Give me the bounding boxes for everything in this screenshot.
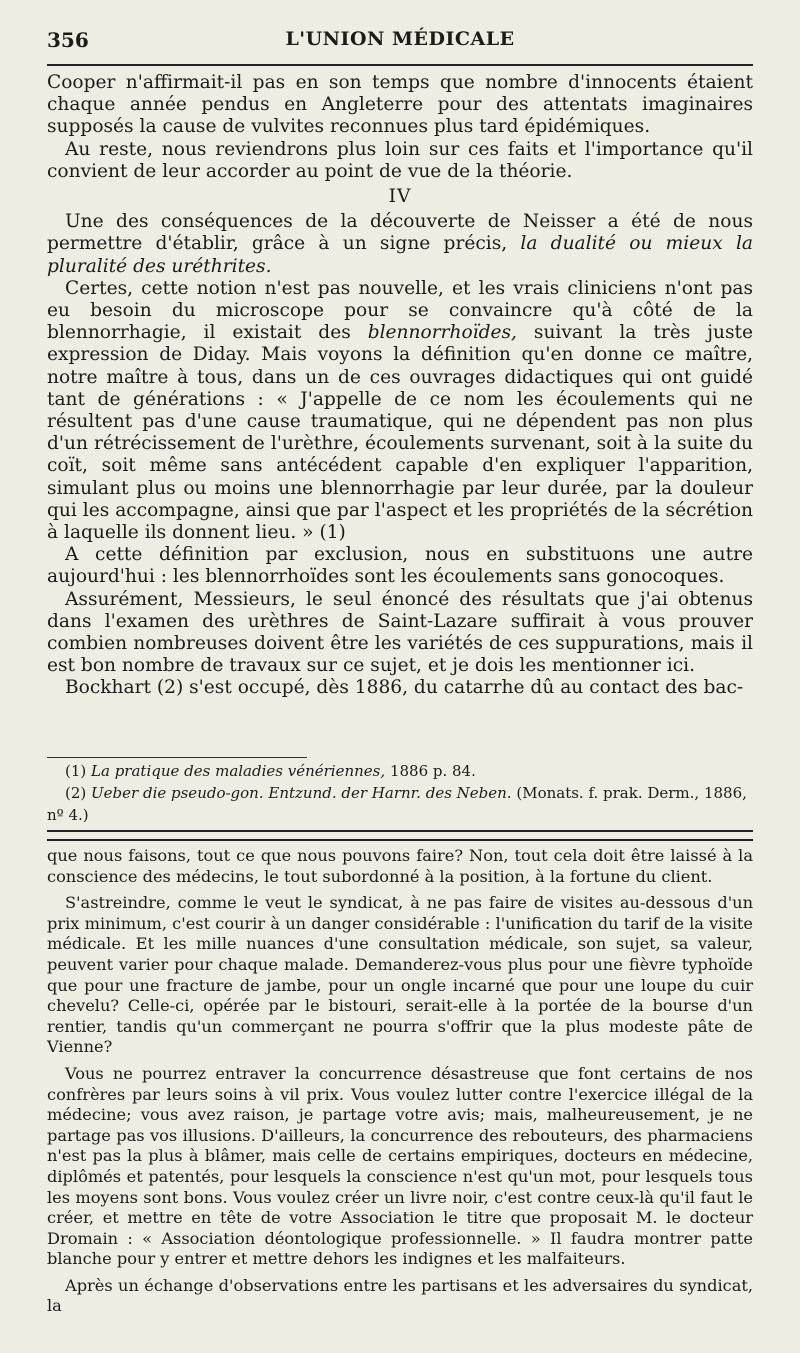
paragraph: Cooper n'affirmait-il pas en son temps que nombre d'innocents étaient chaque année pendus en Angleterre pour des attentats imaginaires supposés la cause de vulvites reconnues plus tard épidémiques. [47, 72, 753, 138]
footnote-title: La pratique des maladies vénériennes, [91, 762, 386, 780]
paragraph [47, 278, 753, 544]
paragraph: Au reste, nous reviendrons plus loin sur ces faits et l'importance qu'il convient de leur accorder au point de vue de la théorie. [47, 138, 753, 182]
paragraph: Vous ne pourrez entraver la concurrence désastreuse que font certains de nos confrères par leurs soins à vil prix. Vous voulez lutter contre l'exercice illégal de la médecine; vous avez raison, je partage votre avis; mais, malheureusement, je ne partage pas vos illusions. D'ailleurs, la concurrence des rebouteurs, des pharmaciens n'est pas la plus à blâmer, mais celle de certains empiriques, docteurs en médecine, diplômés et patentés, pour lesquels la conscience n'est qu'un mot, pour lesquels tous les moyens sont bons. Vous voulez créer un livre noir, c'est contre ceux-là qu'il faut le créer, et mettre en tête de votre Association le titre que proposait M. le docteur Dromain : « Association déontologique professionnelle. » Il faudra montrer patte blanche pour y entrer et mettre dehors les indignes et les malfaiteurs. [47, 1063, 753, 1269]
footnote-mark: (2) [65, 784, 87, 802]
paragraph: que nous faisons, tout ce que nous pouvons faire? Non, tout cela doit être laissé à la conscience des médecins, le tout subordonné à la position, à la fortune du client. [47, 846, 753, 886]
footnote-2 [47, 782, 753, 826]
footnote-mark: (1) [65, 762, 87, 780]
page-header [47, 28, 753, 58]
paragraph-text: suivant la très juste expression de Diday. Mais voyons la définition qu'en donne ce maître, notre maître à tous, dans un de ces ouvrages didactiques qui ont guidé tant de générations : « J'appelle de ce nom les écoulements qui ne résultent pas d'une cause traumatique, qui ne dépendent pas non plus d'un rétrécissement de l'urèthre, écoulements survenant, soit à la suite du coït, soit même sans antécédent capable d'en expliquer l'apparition, simulant plus ou moins une blennorrhagie par leur durée, par la douleur qui les accompagne, ainsi que par l'aspect et les propriétés de la sécrétion à laquelle ils donnent lieu. » (1) [47, 322, 753, 544]
footnote-title: Ueber die pseudo-gon. Entzund. der Harnr. des Neben. [91, 784, 512, 802]
section-number: IV [388, 186, 412, 208]
feuilleton-text [47, 846, 753, 1323]
paragraph: Bockhart (2) s'est occupé, dès 1886, du catarrhe dû au contact des bac- [65, 677, 744, 699]
footnote-separator [47, 757, 307, 758]
footnotes [47, 760, 753, 826]
feuilleton-divider [47, 830, 753, 841]
footnote-text: 1886 p. 84. [389, 762, 476, 780]
paragraph-text: Certes, cette notion n'est pas nouvelle, et les vrais cliniciens n'ont pas eu besoin du microscope pour se convaincre qu'à côté de la blennorrhagie, il existait des [47, 277, 753, 344]
page-number: 356 [47, 28, 89, 52]
header-rule [47, 64, 753, 66]
paragraph: S'astreindre, comme le veut le syndicat, à ne pas faire de visites au-dessous d'un prix minimum, c'est courir à un danger considérable : l'unification du tarif de la visite médicale. Et les mille nuances d'une consultation médicale, son sujet, sa valeur, peuvent varier pour chaque malade. Demanderez-vous plus pour une fièvre typhoïde que pour une fracture de jambe, pour un ongle incarné que pour une loupe du cuir chevelu? Celle-ci, opérée par le bistouri, serait-elle à la portée de la bourse d'un rentier, tandis qu'un commerçant ne pourra s'offrir que la plus modeste pâte de Vienne? [47, 893, 753, 1057]
paragraph: Après un échange d'observations entre les partisans et les adversaires du syndicat, la [47, 1275, 753, 1316]
paragraph: Assurément, Messieurs, le seul énoncé des résultats que j'ai obtenus dans l'examen des urèthres de Saint-Lazare suffirait à vous prouver combien nombreuses doivent être les variétés de ces suppurations, mais il est bon nombre de travaux sur ce sujet, et je dois les mentionner ici. [47, 588, 753, 677]
emphasis-text: blennorrhoïdes, [367, 322, 517, 344]
paragraph [47, 211, 753, 278]
footnote-text: (Monats. f. prak. Derm., 1886, nº 4.) [47, 784, 747, 824]
paragraph-text: Une des conséquences de la découverte de Neisser a été de nous permettre d'établir, grâce à un signe précis, [47, 211, 753, 255]
footnote-1 [47, 760, 753, 782]
emphasis-text: la dualité ou mieux la pluralité des uréthrites. [47, 233, 753, 277]
running-title: L'UNION MÉDICALE [285, 28, 515, 50]
main-text [47, 72, 753, 700]
paragraph: A cette définition par exclusion, nous en substituons une autre aujourd'hui : les blennorrhoïdes sont les écoulements sans gonocoques. [47, 544, 753, 588]
